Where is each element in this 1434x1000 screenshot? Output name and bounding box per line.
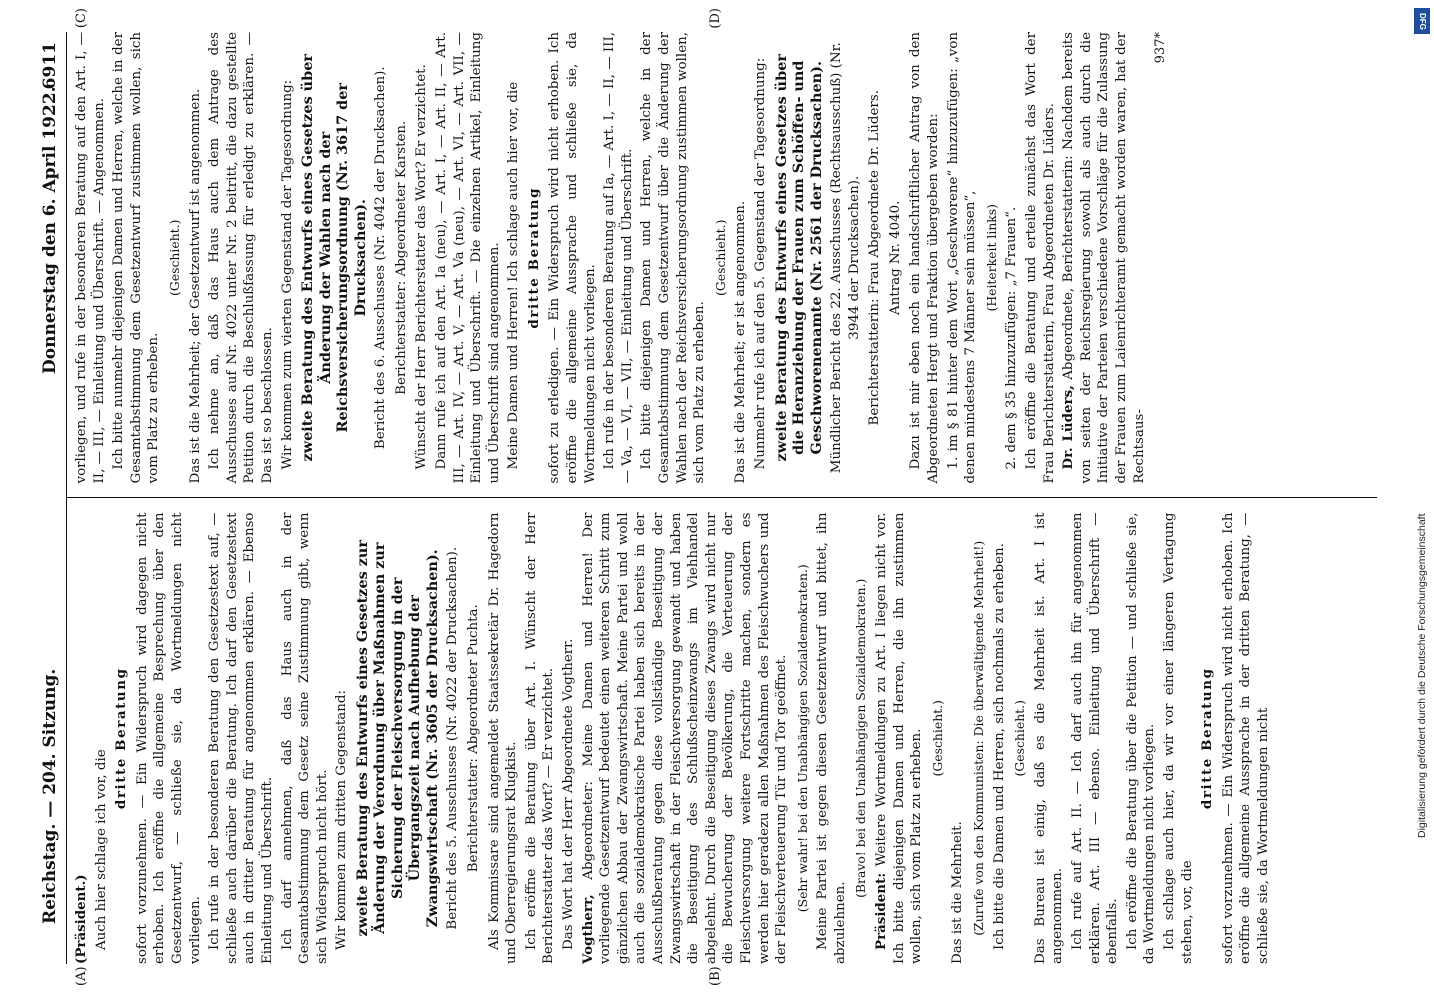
speaker-name: Dr. Lüders, (1060, 385, 1077, 470)
right_column-paragraph: (Heiterkeit links) (983, 204, 999, 312)
left_column-paragraph: (Sehr wahr! bei den Unabhängigen Sozialdemokraten.) (794, 564, 810, 913)
left_column-paragraph: Ich darf annehmen, daß das Haus auch in der Gesamtabstimmung dem Gesetz seine Zustimmung gibt, wenn sich Widerspruch nicht hört. (279, 512, 330, 964)
right_column-paragraph: (Geschieht.) (166, 219, 182, 296)
right_column-paragraph: 2. dem § 35 hinzuzufügen: „7 Frauen“. (1004, 206, 1020, 470)
margin-mark-b: (B) (708, 966, 723, 986)
right_column-paragraph: zweite Beratung des Entwurfs eines Gesetzes über Änderung der Wahlen nach der Reichsversicherungsordnung (Nr. 3617 der Drucksachen). (299, 54, 369, 462)
right_column-paragraph: zweite Beratung des Entwurfs eines Gesetzes über die Heranziehung der Frauen zum Schöffen- und Geschworenenamte (Nr. 2561 der Drucksachen). (772, 54, 825, 462)
left_column-paragraph: Ich eröffne die Beratung über Art. I. Wünscht der Herr Berichterstatter das Wort? — Er verzichtet. (523, 512, 557, 964)
margin-mark-a: (A) (74, 966, 89, 986)
left_column-paragraph: Das Bureau ist einig, daß es die Mehrheit ist. Art. I ist angenommen. (1032, 512, 1066, 964)
right_column-paragraph: Ich nehme an, daß das Haus auch dem Antrage des Ausschusses auf Nr. 4022 unter Nr. 2 beitritt, die dazu gestellte Petition durch die Beschlußfassung für erledigt zu erklären. — Das ist so beschlossen. (207, 32, 275, 484)
digitization-text: Digitalisierung gefördert durch die Deutsche Forschungsgemeinschaft (1416, 513, 1428, 838)
left_column-paragraph: Meine Partei ist gegen diesen Gesetzentwurf und bittet, ihn abzulehnen. (815, 512, 848, 964)
left_column-paragraph: (Präsident.) (73, 874, 89, 964)
right_column-paragraph: Ich bitte nunmehr diejenigen Damen und Herren, welche in der Gesamtabstimmung dem Gesetzentwurf zustimmen wollen, sich vom Platz zu erheben. (111, 32, 162, 484)
margin-mark-c: (C) (74, 8, 89, 29)
footer-number: 937* (1153, 32, 1169, 64)
page-number: 6911 (40, 42, 60, 90)
header-session: Reichstag. — 204. Sitzung. (40, 668, 60, 924)
right_column-paragraph: Ich bitte diejenigen Damen und Herren, welche in der Gesamtabstimmung dem Gesetzentwurf über die Änderung der Wahlen nach der Reichsversicherungsordnung zustimmen wollen, sich vom Platz zu erheben. (639, 32, 708, 484)
right_column-paragraph: Antrag Nr. 4040. (887, 200, 903, 315)
left_column-paragraph: Ich rufe in der besonderen Beratung den Gesetzestext auf, — schließe auch darüber die Beratung. Ich darf den Gesetzestext auch in dritter Beratung für angenommen erklären. — Ebenso Einleitung und Überschrift. (207, 512, 275, 964)
left_column-paragraph: sofort vorzunehmen. — Ein Widerspruch wird nicht erhoben. Ich eröffne die allgemeine Aussprache in der dritten Beratung, — schließe sie, da Wortmeldungen nicht (1220, 512, 1271, 964)
right_column-paragraph: Bericht des 6. Ausschusses (Nr. 4042 der Drucksachen). (373, 66, 389, 450)
right_column-paragraph: Ich eröffne die Beratung und erteile zunächst das Wort der Frau Berichterstatterin, Frau Abgeordneten Dr. Lüders. (1024, 32, 1057, 484)
left_column-paragraph: Als Kommissare sind angemeldet Staatssekretär Dr. Hagedorn und Oberregierungsrat Klugkist. (486, 512, 520, 964)
left_column-paragraph: Ich bitte die Damen und Herren, sich nochmals zu erheben. (991, 543, 1007, 950)
left_column-paragraph: Bericht des 5. Ausschusses (Nr. 4022 der Drucksachen). (445, 546, 461, 930)
speech-text: Weitere Wortmeldungen zu Art. I liegen nicht vor. Ich bitte diejenigen Damen und Herren, die ihn zustimmen wollen, sich vom Platz zu erheben. (874, 512, 925, 964)
header-date: Donnerstag den 6. April 1922. (40, 86, 60, 374)
right_column-paragraph: Mündlicher Bericht des 22. Ausschusses (Rechtsausschuß) (Nr. 3944 der Drucksachen). (829, 42, 862, 474)
left_column-paragraph: dritte Beratung (1199, 667, 1216, 810)
speech-text: Abgeordneter: Meine Damen und Herren! Der vorliegende Gesetzentwurf bedeutet einen weiteren Schritt zum gänzlichen Abbau der Zwangswirtschaft. Meine Partei und wohl auch die sozialdemokratische Partei haben sich bereits in der Ausschußberatung gegen diese vollständige Beseitigung der Zwangswirtschaft in der Fleischversorgung gewandt und haben die Beseitigung des Schlußscheinzwangs im Viehhandel abgelehnt. Durch die Beseitigung dieses Zwangs wird nicht nur die Bewucherung der Bevölkerung, die Verteuerung der Fleischversorgung weitere Fortschritte machen, sondern es werden hier geradezu allen Maßnahmen des Fleischwuchers und der Fleischverteuerung Tür und Tor geöffnet. (580, 512, 790, 964)
right_column-paragraph: Berichterstatterin: Frau Abgeordnete Dr. Lüders. (867, 90, 883, 426)
page-header (28, 32, 67, 964)
speaker-name: Vogtherr, (579, 894, 596, 964)
right_column-paragraph: Meine Damen und Herren! Ich schlage auch hier vor, die (506, 81, 522, 470)
right_column-paragraph: vorliegen, und rufe in der besonderen Beratung auf den Art. I, — II, — III, — Einleitung und Überschrift. — Angenommen. (74, 32, 107, 484)
margin-mark-d: (D) (708, 8, 723, 29)
left_column-paragraph: Ich rufe auf Art. II. — Ich darf auch ihn für angenommen erklären. Art. III — ebenso. Einleitung und Überschrift — ebenfalls. (1070, 512, 1121, 964)
left_column-paragraph (873, 513, 926, 965)
left_column-paragraph: (Zurufe von den Kommunisten: Die überwältigende Mehrheit!) (971, 540, 987, 936)
right_column-paragraph: Wir kommen zum vierten Gegenstand der Tagesordnung: (279, 79, 295, 470)
right_column-paragraph: 1. im § 81 hinter dem Wort „Geschworene“ hinzuzufügen: „von denen mindestens 7 Männer sein müssen“, (945, 32, 979, 484)
left-column (67, 498, 1377, 986)
left_column-paragraph: Berichterstatter: Abgeordneter Puchta. (466, 604, 481, 873)
left_column-paragraph: Wir kommen zum dritten Gegenstand: (334, 690, 350, 950)
left_column-paragraph: Ich eröffne die Beratung über die Petition — und schließe sie, da Wortmeldungen nicht vorliegen. (1124, 512, 1158, 964)
left_column-paragraph: Ich schlage auch hier, da wir vor einer längeren Vertagung stehen, vor, die (1161, 512, 1195, 964)
left_column-paragraph: Das ist die Mehrheit. (950, 821, 966, 964)
right_column-paragraph: dritte Beratung (525, 186, 542, 329)
right_column-paragraph: Dazu ist mir eben noch ein handschriftlicher Antrag von den Abgeordneten Hergt und Fraktion übergeben worden: (908, 32, 942, 484)
digitization-note (1412, 0, 1434, 1000)
right_column-paragraph: sofort zu erledigen. — Ein Widerspruch wird nicht erhoben. Ich eröffne die allgemeine Aussprache und schließe sie, da Wortmeldungen nicht vorliegen. (547, 32, 598, 484)
left_column-paragraph: (Bravo! bei den Unabhängigen Sozialdemokraten.) (853, 578, 869, 898)
right_column-paragraph: Das ist die Mehrheit; er ist angenommen. (733, 200, 749, 484)
right_column-paragraph: (Geschieht.) (712, 219, 728, 296)
left_column-paragraph: (Geschieht.) (1012, 700, 1028, 777)
right_column-paragraph: Nunmehr rufe ich auf den 5. Gegenstand der Tagesordnung: (753, 57, 768, 470)
right_column-paragraph: Ich rufe in der besonderen Beratung auf Ia, — Art. I, — II, — III, — Va, — VI, — VII, — Einleitung und Überschrift. (602, 32, 635, 484)
right-column (67, 8, 1377, 498)
left_column-paragraph (580, 513, 791, 965)
speech-text: Abgeordnete, Berichterstatterin: Nachdem bereits von seiten der Reichsregierung sowohl als auch durch die Initiative der Parteien verschiedene Vorschläge für die Zulassung der Frauen zum Laienrichteramt gemacht worden waren, hat der Rechtsaus- (1061, 32, 1147, 484)
left_column-paragraph: Auch hier schlage ich vor, die (93, 749, 109, 950)
left_column-paragraph: Das Wort hat der Herr Abgeordnete Vogtherr. (560, 638, 576, 950)
left_column-paragraph: (Geschieht.) (929, 700, 945, 777)
left_column-paragraph: zweite Beratung des Entwurfs eines Gesetzes zur Änderung der Verordnung über Maßnahmen zur Sicherung der Fleischversorgung in der Übergangszeit nach Aufhebung der Zwangswirtschaft (Nr. 3605 der Drucksachen). (353, 540, 441, 937)
right_column-paragraph: Dann rufe ich auf den Art. Ia (neu), — Art. I, — Art. II, — Art. III, — Art. IV, — Art. V, — Art. Va (neu), — Art. VI, — Art. VII, — Einleitung und Überschrift. — Die einzelnen Artikel, Einleitung und Überschrift sind angenommen. (433, 32, 502, 484)
speaker-name: Präsident: (873, 872, 890, 950)
right_column-paragraph: Das ist die Mehrheit; der Gesetzentwurf ist angenommen. (187, 88, 203, 484)
dfg-logo: DFG (1414, 8, 1430, 34)
left_column-paragraph: sofort vorzunehmen. — Ein Widerspruch wird dagegen nicht erhoben. Ich eröffne die allgemeine Besprechung über den Gesetzentwurf, — schließe sie, da Wortmeldungen nicht vorliegen. (134, 512, 203, 964)
left_column-paragraph: dritte Beratung (113, 667, 130, 810)
document-page (18, 8, 1398, 988)
right_column-paragraph: Berichterstatter: Abgeordneter Karsten. (393, 120, 409, 395)
right_column-paragraph: Wünscht der Herr Berichterstatter das Wort? Er verzichtet. (414, 64, 430, 470)
right_column-paragraph (1060, 32, 1148, 484)
